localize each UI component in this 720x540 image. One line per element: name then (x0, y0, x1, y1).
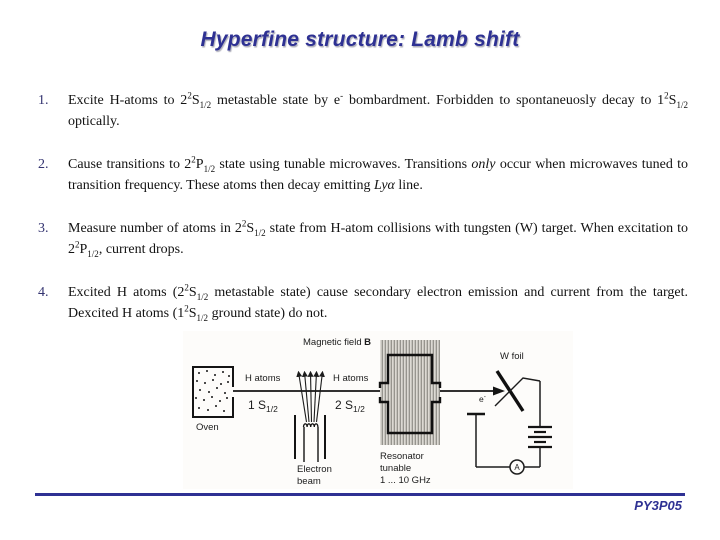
item-text: Excite H-atoms to $2^2S_{1/2}$ metastable state by e- bombardment. Forbidden to spontaneuosly decay to $1^2S_{1/2}$ optically. (68, 90, 688, 129)
magnetic-field-arrows (299, 372, 323, 422)
h-atoms-right-label: H atoms (333, 373, 369, 384)
h-atoms-left-label: H atoms (245, 373, 281, 384)
list-item (38, 282, 688, 324)
item-number: 4. (38, 285, 49, 300)
list-item (38, 90, 688, 132)
list-item (38, 218, 688, 260)
w-foil-label: W foil (500, 351, 524, 362)
electron-beam-label-line2: beam (297, 476, 321, 487)
electron-label: e- (479, 393, 486, 404)
state-1s-label: 1 $S_{1/2}$ (248, 398, 278, 414)
electron-gun (295, 415, 325, 462)
item-number: 2. (38, 157, 49, 172)
ammeter-label: A (514, 463, 520, 472)
page-title: Hyperfine structure: Lamb shift (200, 28, 520, 51)
item-text: Cause transitions to $2^2P_{1/2}$ state using tunable microwaves. Transitions only occur when microwaves tuned to transition frequency. These atoms then decay emitting Lyα line. (68, 154, 689, 193)
beam-arrowhead (493, 387, 505, 396)
item-number: 1. (38, 93, 49, 108)
slide-code: PY3P05 (634, 498, 682, 513)
resonator-label-line1: Resonator (380, 451, 424, 462)
state-2s-label: 2 $S_{1/2}$ (335, 398, 365, 414)
electron-beam-label-line1: Electron (297, 464, 332, 475)
resonator-label-line3: 1 ... 10 GHz (380, 475, 431, 486)
item-number: 3. (38, 221, 49, 236)
numbered-list (38, 90, 688, 346)
item-text: Excited H atoms ($2^2S_{1/2}$ metastable state) cause secondary electron emission and current from the target. Dexcited H atoms ($1^2S_{1/2}$ ground state) do not. (68, 282, 688, 323)
item-text: Measure number of atoms in $2^2S_{1/2}$ state from H-atom collisions with tungsten (W) target. When excitation to $2^2P_{1/2}$, current drops. (68, 218, 688, 259)
footer-divider (35, 493, 685, 496)
magnetic-field-label: Magnetic field B (303, 337, 371, 348)
battery (528, 427, 552, 447)
oven-label: Oven (196, 422, 219, 433)
list-item (38, 154, 688, 196)
apparatus-diagram (183, 331, 573, 489)
resonator-label-line2: tunable (380, 463, 412, 474)
oven-box (193, 367, 233, 417)
oven-gas-dots (195, 370, 230, 412)
